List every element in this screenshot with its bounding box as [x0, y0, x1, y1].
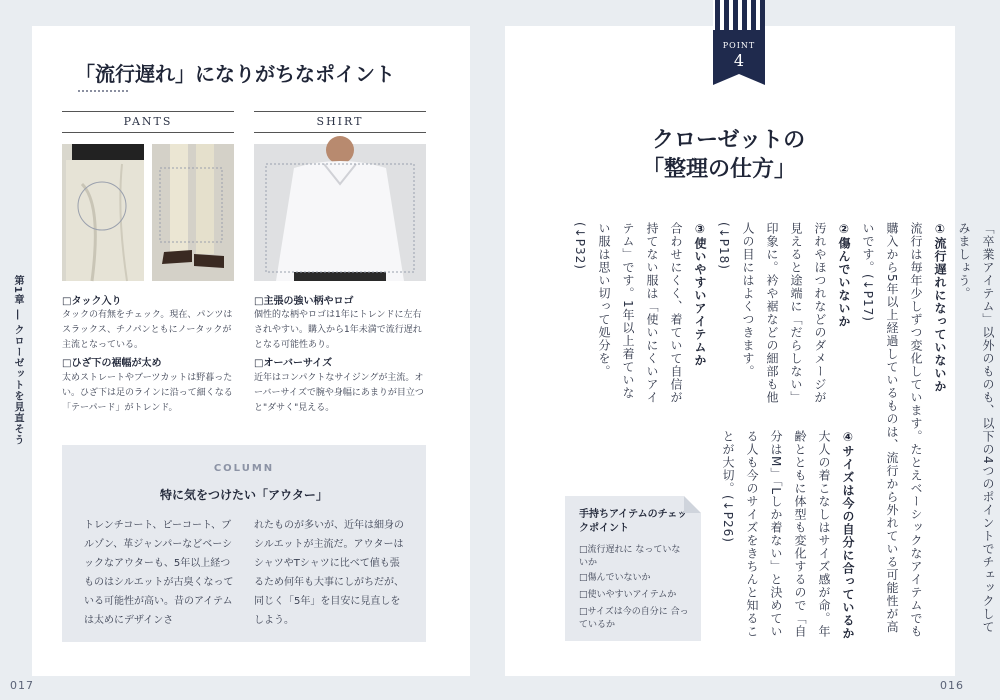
item-heading-hem: □ひざ下の裾幅が太め [62, 358, 162, 369]
checklist-box [565, 496, 701, 641]
item-heading-tuck: □タック入り [62, 296, 122, 307]
spine-gutter [470, 0, 505, 700]
check-item-1: □流行遅れに なっていないか [579, 545, 681, 568]
heading-1: ①流行遅れになっていないか [933, 222, 947, 393]
body-block-3 [716, 430, 860, 640]
pants-hem-photo [152, 144, 234, 281]
badge-number: 4 [733, 51, 745, 70]
para-2: 汚れやほつれなどのダメージが見えると途端に「だらしない」印象に。衿や裾などの細部も他人の目にはよくつきます。(↓P18) [717, 222, 827, 404]
right-title-line1: クローゼットの [652, 128, 806, 153]
check-item-3: □使いやすいアイテムか [579, 590, 677, 600]
column-text-right: れたものが多いが、近年は細身のシルエットが主流だ。アウターはシャツやTシャツに比べて値も張るため何年も大事にしがちだが、同じく「5年」を目安に見直しをしよう。 [254, 520, 404, 626]
item-text-logo: 個性的な柄やロゴは1年にトレンドに左右されやすい。購入から1年未満で流行遅れとなる可能性あり。 [254, 310, 422, 350]
checklist-title: 手持ちアイテムのチェックポイント [579, 509, 688, 534]
column-box [62, 445, 426, 642]
item-text-tuck: タックの有無をチェック。現在、パンツはスラックス、チノパンともにノータックが主流となっている。 [62, 310, 233, 350]
pants-header: PANTS [62, 111, 234, 133]
right-page-number: 016 [940, 679, 964, 692]
badge-label: POINT [722, 41, 756, 50]
column-title: 特に気をつけたい「アウター」 [160, 488, 328, 502]
body-block-1 [856, 222, 1000, 640]
checklist-corner-fold [684, 496, 701, 513]
page-title: 「流行遅れ」になりがちなポイント [75, 62, 395, 86]
column-label: COLUMN [213, 463, 275, 474]
heading-4: ④サイズは今の自分に合っているか [841, 430, 855, 640]
heading-3: ③使いやすいアイテムか [693, 222, 707, 367]
body-block-2 [568, 222, 856, 412]
left-page-number: 017 [10, 679, 34, 692]
pants-tuck-photo [62, 144, 144, 281]
para-4: 大人の着こなしはサイズ感が命。年齢とともに体型も変化するので「自分はM」「Lしか着ない」と決めている人も今のサイズをきちんと知ることが大切。(↓P26) [721, 430, 831, 639]
title-underline [78, 87, 128, 92]
right-title-line2: 「整理の仕方」 [642, 157, 797, 182]
body-intro: 「卒業アイテム」以外のものも、以下の4つのポイントでチェックしてみましょう。 [957, 222, 995, 634]
para-1: 流行は毎年少しずつ変化しています。たとえベーシックなアイテムでも購入から5年以上経過しているものは、流行から外れている可能性が高いです。(↓P17) [861, 222, 923, 638]
item-text-oversize: 近年はコンパクトなサイジングが主流。オーバーサイズで腕や身幅にあまりが目立つと"ダサく"見える。 [254, 373, 424, 413]
item-text-hem: 太めストレートやブーツカットは野暮ったい。ひざ下は足のラインに沿って細くなる「テーパード」がトレンド。 [62, 373, 233, 413]
column-text-left: トレンチコート、ピーコート、ブルゾン、革ジャンパーなどベーシックなアウターも、5年以上経つものはシルエットが古臭くなっている可能性が高い。昔のアイテムは太めにデザインさ [84, 520, 234, 626]
heading-2: ②傷んでいないか [837, 222, 851, 328]
chapter-label: 第1章 ― クローゼットを見直そう [12, 275, 23, 446]
item-heading-oversize: □オーバーサイズ [254, 358, 333, 369]
check-item-4: □サイズは今の自分に 合っているか [579, 607, 689, 630]
item-heading-logo: □主張の強い柄やロゴ [254, 296, 354, 307]
shirt-header: SHIRT [254, 111, 426, 133]
para-3: 合わせにくく、着ていて自信が持てない服は「使いにくいアイテム」です。1年以上着ていない服は思い切って処分を。(↓P32) [573, 222, 683, 404]
shirt-photo [254, 144, 426, 281]
check-item-2: □傷んでいないか [579, 573, 651, 583]
